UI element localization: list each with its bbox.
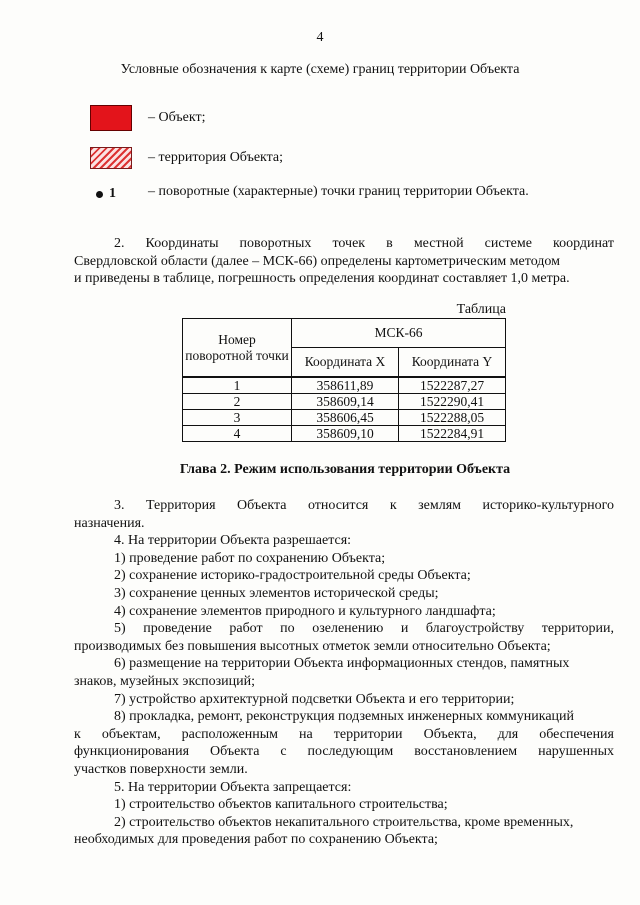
cell-point-number: 4 xyxy=(183,426,292,442)
column-header-msk66: МСК-66 xyxy=(292,319,506,348)
text-line: 6) размещение на территории Объекта информационных стендов, памятных xyxy=(114,656,570,672)
text-line: участков поверхности земли. xyxy=(74,761,248,777)
text-line: 7) устройство архитектурной подсветки Объекта и его территории; xyxy=(114,691,515,707)
cell-y: 1522284,91 xyxy=(399,426,506,442)
cell-y: 1522290,41 xyxy=(399,394,506,410)
table-row xyxy=(183,410,506,426)
object-swatch-icon xyxy=(90,105,132,131)
point-dot-icon xyxy=(96,191,103,198)
text-line: 2. Координаты поворотных точек в местной системе координат xyxy=(114,236,614,251)
text-line: 2) строительство объектов некапитального строительства, кроме временных, xyxy=(114,814,574,830)
cell-point-number: 2 xyxy=(183,394,292,410)
column-header-point-number: Номер поворотной точки xyxy=(183,319,292,378)
text-line: назначения. xyxy=(74,515,145,531)
text-line: 5. На территории Объекта запрещается: xyxy=(114,779,352,795)
cell-y: 1522288,05 xyxy=(399,410,506,426)
chapter-heading: Глава 2. Режим использования территории Объекта xyxy=(179,462,511,477)
coordinates-table xyxy=(182,318,506,442)
table-row xyxy=(183,394,506,410)
table-row xyxy=(183,426,506,442)
text-line: необходимых для проведения работ по сохранению Объекта; xyxy=(74,832,438,848)
text-line: 5) проведение работ по озеленению и благоустройству территории, xyxy=(114,621,614,637)
paragraph-coordinates xyxy=(74,235,614,288)
turning-point-marker-icon xyxy=(96,186,116,202)
cell-x: 358609,14 xyxy=(292,394,399,410)
text-line: 3. Территория Объекта относится к землям историко-культурного xyxy=(114,498,614,513)
text-line: функционирования Объекта с последующим восстановлением нарушенных xyxy=(74,744,614,760)
text-line: 8) прокладка, ремонт, реконструкция подземных инженерных коммуникаций xyxy=(114,709,575,725)
cell-y: 1522287,27 xyxy=(399,377,506,394)
legend-item-label: – Объект; xyxy=(148,110,206,125)
legend-item-label: – поворотные (характерные) точки границ территории Объекта. xyxy=(148,184,529,199)
cell-point-number: 1 xyxy=(183,377,292,394)
text-line: 1) проведение работ по сохранению Объекта; xyxy=(114,550,386,566)
text-line: 2) сохранение историко-градостроительной среды Объекта; xyxy=(114,568,471,584)
text-line: 3) сохранение ценных элементов исторической среды; xyxy=(114,585,439,601)
text-line: Свердловской области (далее – МСК-66) определены картометрическим методом xyxy=(74,253,561,269)
table-caption: Таблица xyxy=(456,302,506,317)
legend-item-label: – территория Объекта; xyxy=(148,150,284,165)
text-line: и приведены в таблице, погрешность определения координат составляет 1,0 метра. xyxy=(74,271,570,287)
text-line: к объектам, расположенным на территории Объекта, для обеспечения xyxy=(74,726,614,742)
text-line: 1) строительство объектов капитального строительства; xyxy=(114,797,448,813)
chapter-body xyxy=(74,497,614,849)
text-line: 4. На территории Объекта разрешается: xyxy=(114,533,352,549)
text-line: производимых без повышения высотных отметок земли относительно Объекта; xyxy=(74,638,551,654)
legend-title: Условные обозначения к карте (схеме) границ территории Объекта xyxy=(120,62,520,77)
table-row xyxy=(183,377,506,394)
cell-point-number: 3 xyxy=(183,410,292,426)
text-line: 4) сохранение элементов природного и культурного ландшафта; xyxy=(114,603,496,619)
cell-x: 358606,45 xyxy=(292,410,399,426)
point-marker-label: 1 xyxy=(109,186,116,201)
page-number: 4 xyxy=(316,30,324,45)
cell-x: 358611,89 xyxy=(292,377,399,394)
cell-x: 358609,10 xyxy=(292,426,399,442)
text-line: знаков, музейных экспозиций; xyxy=(74,673,255,689)
column-header-x: Координата X xyxy=(292,348,399,378)
hatched-territory-swatch-icon xyxy=(90,147,132,169)
column-header-y: Координата Y xyxy=(399,348,506,378)
